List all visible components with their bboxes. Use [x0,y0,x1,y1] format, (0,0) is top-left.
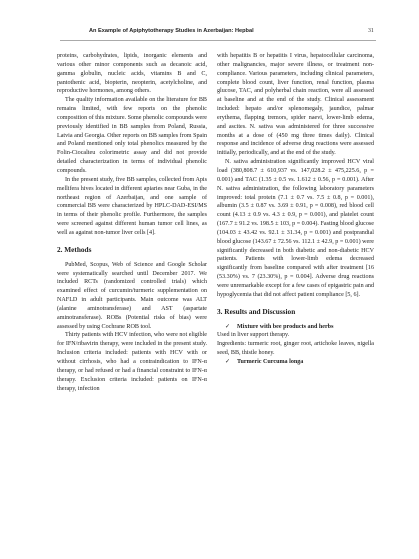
running-title: An Example of Apiphytotherapy Studies in Azerbaijan: Hepbal [89,28,254,34]
paragraph: Ingredients: turmeric root, ginger root, artichoke leaves, nigella seed, BB, thistle honey. [217,341,374,357]
subsection-heading [217,323,374,332]
paragraph: with hepatitis B or hepatitis I virus, hepatocellular carcinoma, other malignancies, major severe illness, or treatment non-compliance. Various parameters, including clinical parameters, complete blood count, liver function, renal function, plasma glucose, TAC, and polyherbal chain reaction, were all assessed at baseline and at the end of the study. Clinical assessment included: hepato and/or splenomegaly, jaundice, palmar erythema, flapping tremors, spider naevi, lower-limb edema, and ascites. N. sativa was administered for three successive months at a dose of (450 mg three times daily). Clinical response and incidence of adverse drug reactions were assessed initially, periodically, and at the end of the study. [217,53,374,157]
paragraph: In the present study, five BB samples, collected from Apis mellifera hives located in different apiaries near Guba, in the northeast region of Azerbaijan, and one sample of commercial BB were characterized by HPLC-DAD-ESI/MS in terms of their phenolic profile. Furthermore, the samples were screened against different human tumor cell lines, as well as against non-tumor liver cells [4]. [57,176,207,236]
paragraph: PubMed, Scopus, Web of Science and Google Scholar were systematically searched until December 2017. We included RCTs (randomized controlled trials) which examined effect of curcumin/turmeric supplementation on NAFLD in adult participants. Main outcome was ALT (alanine aminotransferase) and AST (aspartate aminotransferase). ROBs (Potential risks of bias) were assessed by using Cochrane ROB tool. [57,261,207,330]
paragraph: Thirty patients with HCV infection, who were not eligible for IFN/ribavirin therapy, were included in the present study. Inclusion criteria included: patients with HCV with or without cirrhosis, who had a contraindication to IFN-α therapy, or had refused or had a financial constraint to IFN-α therapy. Exclusion criteria included: patients on IFN-α therapy, infection [57,332,207,392]
paragraph: proteins, carbohydrates, lipids, inorganic elements and various other minor components such as decanoic acid, gamma globulin, nucleic acids, vitamins B and C, pantothenic acid, biopterin, neopterin, acetylcholine, and reproductive hormones, among others. [57,53,207,95]
left-column [57,52,207,393]
page-number: 31 [368,28,374,34]
check-icon: ✓ [225,323,231,330]
section-heading-results: 3. Results and Discussion [217,306,296,316]
paragraph: N. sativa administration significantly improved HCV viral load (380,808.7 ± 610,937 vs. 147,028.2 ± 475,225.6, p = 0.001) and TAC (1.35 ± 0.5 vs. 1.612 ± 0.56, p = 0.001). After N. sativa administration, the following laboratory parameters improved: total protein (7.1 ± 0.7 vs. 7.5 ± 0.8, p = 0.001), albumin (3.5 ± 0.87 vs. 3.69 ± 0.91, p = 0.008), red blood cell count (4.13 ± 0.9 vs. 4.3 ± 0.9, p = 0.001), and platelet count (167.7 ± 91.2 vs. 198.5 ± 103, p = 0.004). Fasting blood glucose (104.03 ± 43.42 vs. 92.1 ± 31.34, p = 0.001) and postprandial blood glucose (143.67 ± 72.56 vs. 112.1 ± 42.9, p = 0.001) were significantly decreased in both diabetic and non-diabetic HCV patients. Patients with lower-limb edema decreased significantly from baseline compared with after treatment [16 (53.30%) vs. 7 (23.30%), p = 0.004]. Adverse drug reactions were unremarkable except for a few cases of epigastric pain and hypoglycemia that did not affect patient compliance [5, 6]. [217,159,374,298]
paragraph: The quality information available on the literature for BB remains limited, with few reports on the phenolic composition of this mixture. Some phenolic compounds were previously identified in BB samples from Poland, Russia, Latvia and Georgia. Other reports on BB samples from Spain and Poland mentioned only total phenolics measured by the Folin-Ciocalteu colorimetric assay and did not provide detailed characterization in terms of individual phenolic compounds. [57,97,207,174]
right-column [217,52,374,367]
subsection-heading [217,358,374,367]
header-rule [60,40,376,41]
running-header [0,28,419,40]
section-heading-methods: 2. Methods [57,244,92,254]
subsection-title: Turmeric Curcuma longa [237,359,304,365]
paragraph: Used in liver support therapy. [217,332,290,339]
check-icon: ✓ [225,359,231,365]
subsection-title: Mixture with bee products and herbs [237,323,334,330]
